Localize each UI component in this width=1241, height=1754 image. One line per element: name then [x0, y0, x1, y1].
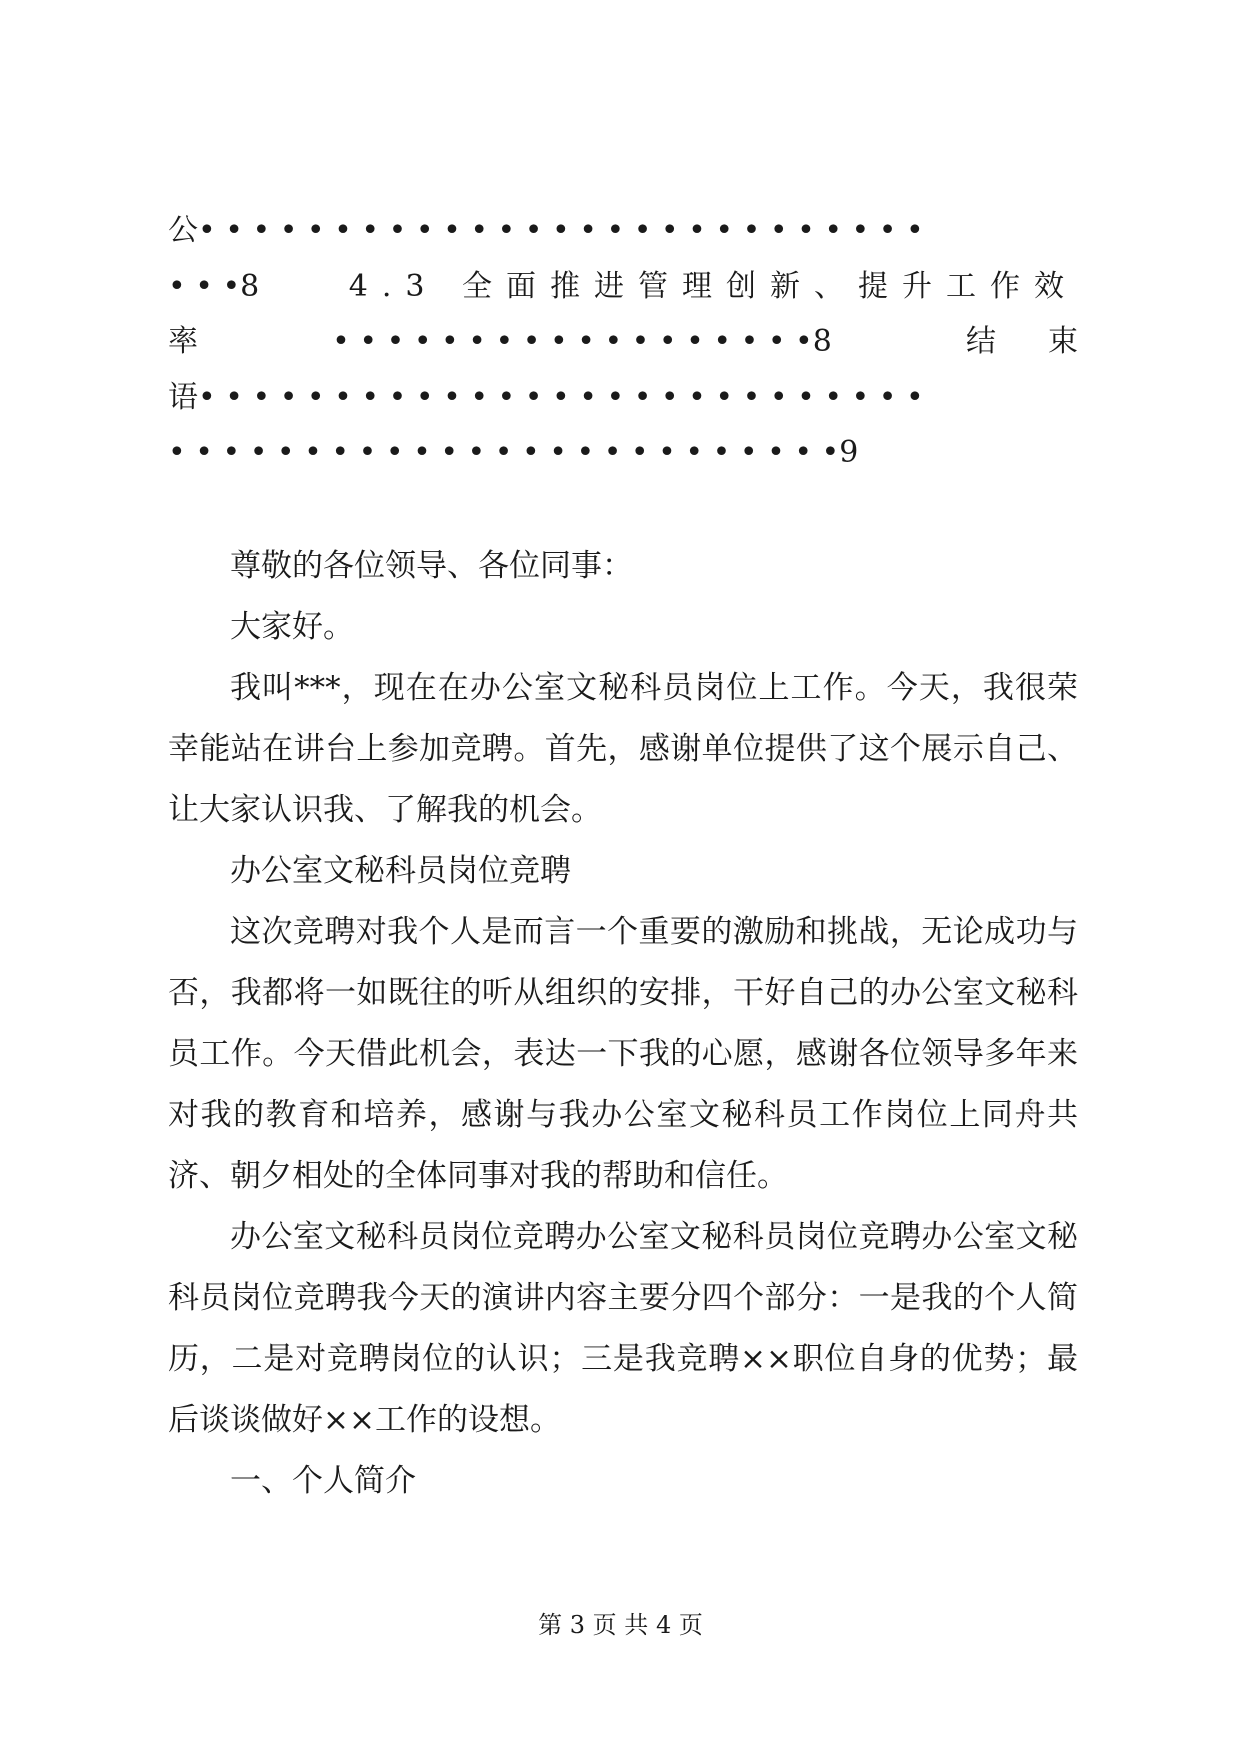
toc-line-5: [168, 431, 1078, 475]
page-footer: 第 3 页 共 4 页: [538, 1611, 703, 1639]
toc-line-4-prefix: 语: [168, 380, 198, 415]
toc-line-1-prefix: 公: [168, 213, 198, 248]
toc-leader-dots: • • • • • • • • • • • • • • • • • •: [332, 324, 813, 359]
toc-page-number: 8: [812, 324, 832, 359]
heading-position: 办公室文秘科员岗位竞聘: [230, 853, 571, 889]
greeting: 大家好。: [230, 609, 354, 645]
section-heading-1: 一、个人简介: [230, 1463, 416, 1499]
paragraph-intro: 我叫***，现在在办公室文秘科员岗位上工作。今天，我很荣幸能站在讲台上参加竞聘。首先，感谢单位提供了这个展示自己、让大家认识我、了解我的机会。: [168, 670, 1078, 828]
toc-line-1: [168, 209, 1078, 253]
toc-line-3: [168, 320, 1130, 364]
toc-leader-dots: • • • • • • • • • • • • • • • • • • • • • • • • • • •: [198, 380, 924, 415]
toc-line-3-start: 率: [168, 324, 198, 359]
toc-entry-4-3: 4.3 全面推进管理创新、提升工作效: [348, 269, 1078, 304]
toc-leader-dots: • • • • • • • • • • • • • • • • • • • • • • • • • • •: [198, 213, 924, 248]
salutation: 尊敬的各位领导、各位同事：: [230, 548, 633, 584]
toc-page-number: 9: [839, 435, 859, 470]
paragraph-motivation: 这次竞聘对我个人是而言一个重要的激励和挑战，无论成功与否，我都将一如既往的听从组织的安排，干好自己的办公室文秘科员工作。今天借此机会，表达一下我的心愿，感谢各位领导多年来对我的教育和培养，感谢与我办公室文秘科员工作岗位上同舟共济、朝夕相处的全体同事对我的帮助和信任。: [168, 914, 1078, 1194]
toc-line-2: [168, 265, 1078, 309]
toc-leader-dots: • • •: [168, 269, 241, 304]
paragraph-outline: 办公室文秘科员岗位竞聘办公室文秘科员岗位竞聘办公室文秘科员岗位竞聘我今天的演讲内容主要分四个部分：一是我的个人简历，二是对竞聘岗位的认识；三是我竞聘××职位自身的优势；最后谈谈做好××工作的设想。: [168, 1219, 1078, 1438]
toc-entry-conclusion: 结束: [965, 324, 1130, 359]
toc-page-number: 8: [240, 269, 260, 304]
toc-leader-dots: • • • • • • • • • • • • • • • • • • • • • • • • •: [168, 435, 840, 470]
toc-line-4: [168, 376, 1078, 420]
speech-body: [168, 536, 1078, 1512]
